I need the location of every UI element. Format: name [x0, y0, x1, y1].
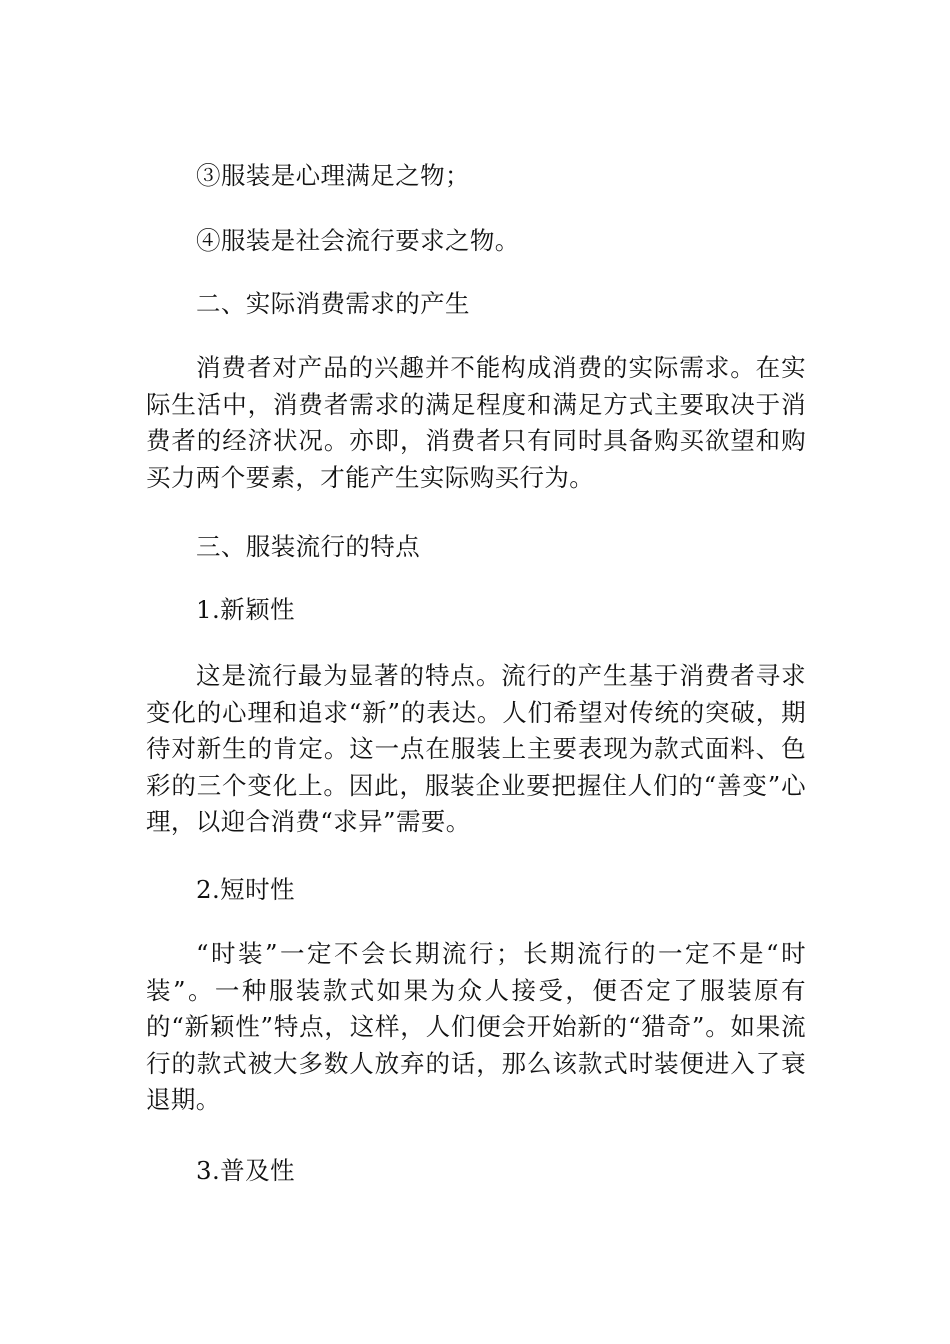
paragraph-novelty: 这是流行最为显著的特点。流行的产生基于消费者寻求变化的心理和追求“新”的表达。人们希望对传统的突破，期待对新生的肯定。这一点在服装上主要表现为款式面料、色彩的三个变化上。因此，服装企业要把握住人们的“善变”心理，以迎合消费“求异”需要。 [146, 661, 806, 836]
paragraph-consumer-demand: 消费者对产品的兴趣并不能构成消费的实际需求。在实际生活中，消费者需求的满足程度和满足方式主要取决于消费者的经济状况。亦即，消费者只有同时具备购买欲望和购买力两个要素，才能产生实际购买行为。 [146, 353, 806, 492]
paragraph-short-duration: “时装”一定不会长期流行；长期流行的一定不是“时装”。一种服装款式如果为众人接受，便否定了服装原有的“新颖性”特点，这样，人们便会开始新的“猎奇”。如果流行的款式被大多数人放弃的话，那么该款式时装便进入了衰退期。 [146, 939, 806, 1114]
section-heading-3: 三、服装流行的特点 [196, 532, 421, 561]
subheading-short-duration: 2.短时性 [196, 875, 295, 904]
subheading-novelty: 1.新颖性 [196, 595, 295, 624]
section-heading-2: 二、实际消费需求的产生 [196, 289, 470, 318]
list-item-3: ③服装是心理满足之物； [196, 161, 470, 190]
subheading-popularity: 3.普及性 [196, 1156, 295, 1185]
list-item-4: ④服装是社会流行要求之物。 [196, 226, 520, 255]
